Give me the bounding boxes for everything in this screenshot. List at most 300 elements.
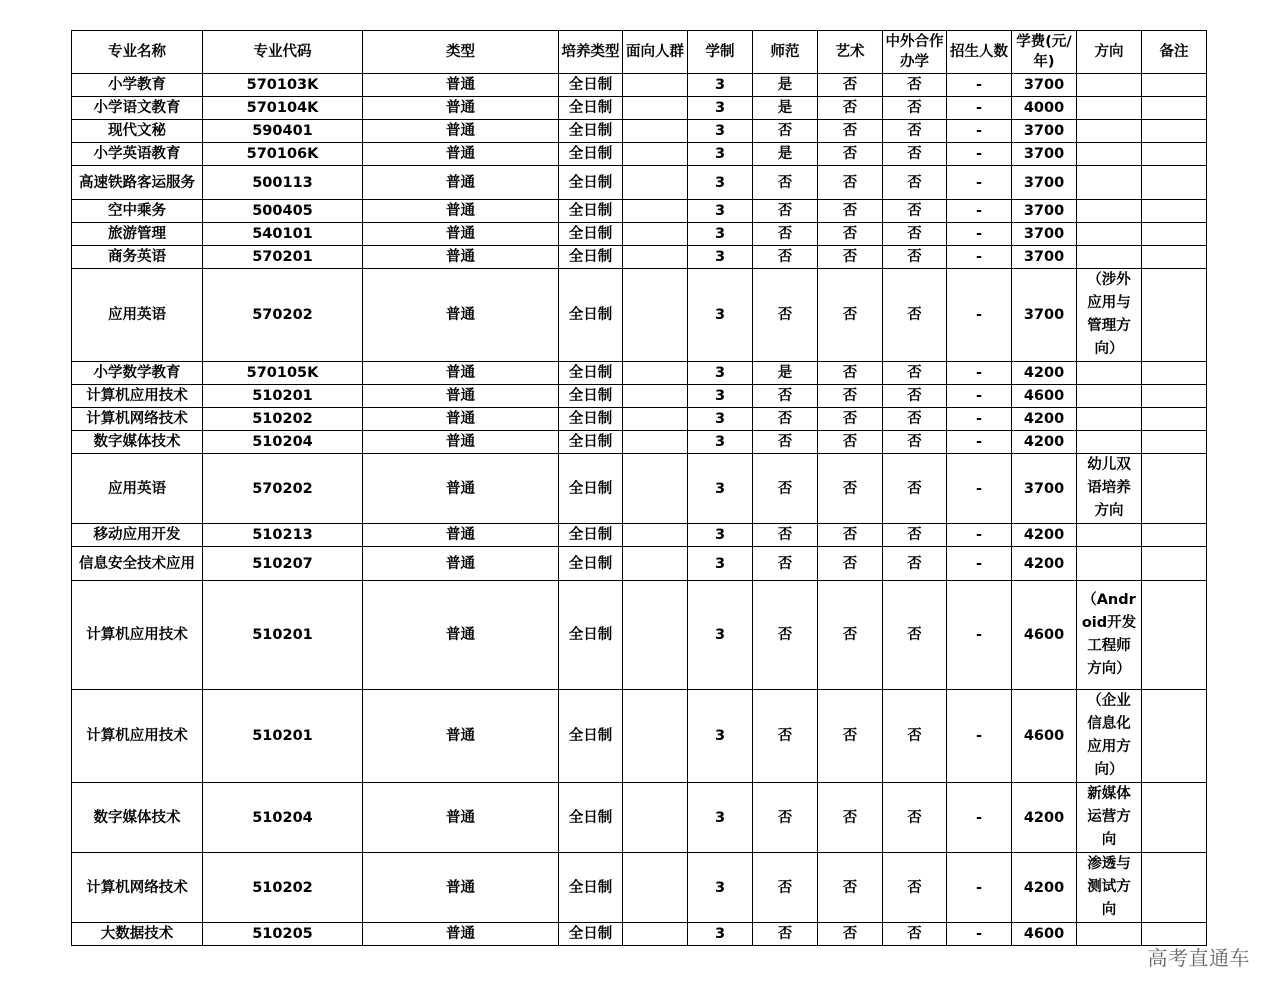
cell-major-name: 小学教育 bbox=[72, 74, 203, 97]
cell-category: 普通 bbox=[363, 120, 559, 143]
header-study-mode: 培养类型 bbox=[559, 31, 623, 74]
cell-target-group bbox=[623, 690, 688, 783]
cell-remarks bbox=[1142, 524, 1207, 547]
cell-enrollment: - bbox=[947, 143, 1012, 166]
table-row bbox=[72, 385, 1207, 408]
cell-sino-foreign: 否 bbox=[883, 783, 947, 853]
cell-tuition: 4600 bbox=[1012, 923, 1077, 946]
cell-duration: 3 bbox=[688, 547, 753, 581]
header-direction: 方向 bbox=[1077, 31, 1142, 74]
cell-duration: 3 bbox=[688, 454, 753, 524]
cell-tuition: 4200 bbox=[1012, 408, 1077, 431]
cell-enrollment: - bbox=[947, 120, 1012, 143]
cell-duration: 3 bbox=[688, 690, 753, 783]
table-row bbox=[72, 269, 1207, 362]
cell-tuition: 4200 bbox=[1012, 783, 1077, 853]
cell-teacher-training: 是 bbox=[753, 143, 818, 166]
cell-category: 普通 bbox=[363, 362, 559, 385]
cell-target-group bbox=[623, 143, 688, 166]
cell-duration: 3 bbox=[688, 431, 753, 454]
cell-category: 普通 bbox=[363, 223, 559, 246]
cell-teacher-training: 否 bbox=[753, 223, 818, 246]
cell-remarks bbox=[1142, 408, 1207, 431]
cell-study-mode: 全日制 bbox=[559, 120, 623, 143]
header-row bbox=[72, 31, 1207, 74]
header-sino-foreign: 中外合作办学 bbox=[883, 31, 947, 74]
cell-study-mode: 全日制 bbox=[559, 547, 623, 581]
cell-target-group bbox=[623, 547, 688, 581]
cell-study-mode: 全日制 bbox=[559, 143, 623, 166]
cell-major-code: 510201 bbox=[203, 581, 363, 690]
cell-enrollment: - bbox=[947, 246, 1012, 269]
cell-remarks bbox=[1142, 783, 1207, 853]
cell-teacher-training: 否 bbox=[753, 923, 818, 946]
cell-study-mode: 全日制 bbox=[559, 408, 623, 431]
cell-direction bbox=[1077, 246, 1142, 269]
cell-duration: 3 bbox=[688, 246, 753, 269]
cell-art: 否 bbox=[818, 97, 883, 120]
cell-study-mode: 全日制 bbox=[559, 200, 623, 223]
cell-direction bbox=[1077, 223, 1142, 246]
cell-major-code: 540101 bbox=[203, 223, 363, 246]
cell-study-mode: 全日制 bbox=[559, 923, 623, 946]
cell-teacher-training: 否 bbox=[753, 454, 818, 524]
cell-remarks bbox=[1142, 166, 1207, 200]
cell-art: 否 bbox=[818, 200, 883, 223]
cell-target-group bbox=[623, 166, 688, 200]
cell-duration: 3 bbox=[688, 120, 753, 143]
cell-direction: 新媒体运营方向 bbox=[1077, 783, 1142, 853]
cell-major-code: 510207 bbox=[203, 547, 363, 581]
cell-sino-foreign: 否 bbox=[883, 246, 947, 269]
cell-major-name: 移动应用开发 bbox=[72, 524, 203, 547]
cell-sino-foreign: 否 bbox=[883, 200, 947, 223]
cell-enrollment: - bbox=[947, 454, 1012, 524]
cell-direction bbox=[1077, 362, 1142, 385]
cell-remarks bbox=[1142, 74, 1207, 97]
cell-teacher-training: 否 bbox=[753, 547, 818, 581]
cell-duration: 3 bbox=[688, 385, 753, 408]
cell-enrollment: - bbox=[947, 524, 1012, 547]
cell-target-group bbox=[623, 120, 688, 143]
cell-art: 否 bbox=[818, 524, 883, 547]
cell-major-code: 570103K bbox=[203, 74, 363, 97]
cell-sino-foreign: 否 bbox=[883, 143, 947, 166]
table-row bbox=[72, 362, 1207, 385]
cell-sino-foreign: 否 bbox=[883, 223, 947, 246]
header-major-code: 专业代码 bbox=[203, 31, 363, 74]
cell-study-mode: 全日制 bbox=[559, 74, 623, 97]
cell-tuition: 3700 bbox=[1012, 246, 1077, 269]
cell-duration: 3 bbox=[688, 362, 753, 385]
cell-remarks bbox=[1142, 431, 1207, 454]
cell-direction bbox=[1077, 923, 1142, 946]
watermark: 高考直通车 bbox=[1147, 946, 1250, 970]
cell-art: 否 bbox=[818, 454, 883, 524]
header-duration: 学制 bbox=[688, 31, 753, 74]
table-body bbox=[72, 74, 1207, 946]
cell-major-name: 信息安全技术应用 bbox=[72, 547, 203, 581]
cell-category: 普通 bbox=[363, 385, 559, 408]
cell-duration: 3 bbox=[688, 269, 753, 362]
cell-art: 否 bbox=[818, 431, 883, 454]
cell-direction: （Android开发工程师方向） bbox=[1077, 581, 1142, 690]
cell-duration: 3 bbox=[688, 524, 753, 547]
cell-enrollment: - bbox=[947, 690, 1012, 783]
cell-target-group bbox=[623, 923, 688, 946]
cell-major-code: 510204 bbox=[203, 783, 363, 853]
cell-remarks bbox=[1142, 853, 1207, 923]
cell-tuition: 3700 bbox=[1012, 143, 1077, 166]
cell-target-group bbox=[623, 524, 688, 547]
cell-tuition: 3700 bbox=[1012, 166, 1077, 200]
cell-enrollment: - bbox=[947, 97, 1012, 120]
cell-enrollment: - bbox=[947, 547, 1012, 581]
cell-art: 否 bbox=[818, 385, 883, 408]
cell-art: 否 bbox=[818, 923, 883, 946]
table-row bbox=[72, 690, 1207, 783]
cell-major-code: 570106K bbox=[203, 143, 363, 166]
cell-category: 普通 bbox=[363, 431, 559, 454]
cell-direction bbox=[1077, 143, 1142, 166]
cell-direction bbox=[1077, 97, 1142, 120]
cell-study-mode: 全日制 bbox=[559, 853, 623, 923]
cell-direction bbox=[1077, 385, 1142, 408]
cell-major-code: 500405 bbox=[203, 200, 363, 223]
cell-study-mode: 全日制 bbox=[559, 431, 623, 454]
cell-major-code: 510204 bbox=[203, 431, 363, 454]
cell-duration: 3 bbox=[688, 223, 753, 246]
cell-art: 否 bbox=[818, 408, 883, 431]
cell-study-mode: 全日制 bbox=[559, 783, 623, 853]
cell-duration: 3 bbox=[688, 200, 753, 223]
cell-direction bbox=[1077, 408, 1142, 431]
table-row bbox=[72, 120, 1207, 143]
cell-target-group bbox=[623, 269, 688, 362]
cell-tuition: 3700 bbox=[1012, 74, 1077, 97]
cell-teacher-training: 否 bbox=[753, 581, 818, 690]
cell-tuition: 4600 bbox=[1012, 385, 1077, 408]
cell-tuition: 3700 bbox=[1012, 120, 1077, 143]
cell-study-mode: 全日制 bbox=[559, 246, 623, 269]
cell-tuition: 4200 bbox=[1012, 524, 1077, 547]
cell-teacher-training: 否 bbox=[753, 269, 818, 362]
cell-study-mode: 全日制 bbox=[559, 454, 623, 524]
cell-tuition: 4200 bbox=[1012, 547, 1077, 581]
cell-teacher-training: 否 bbox=[753, 408, 818, 431]
cell-study-mode: 全日制 bbox=[559, 269, 623, 362]
cell-art: 否 bbox=[818, 581, 883, 690]
table-row bbox=[72, 200, 1207, 223]
header-teacher-training: 师范 bbox=[753, 31, 818, 74]
cell-art: 否 bbox=[818, 853, 883, 923]
cell-major-name: 商务英语 bbox=[72, 246, 203, 269]
cell-teacher-training: 否 bbox=[753, 853, 818, 923]
cell-teacher-training: 否 bbox=[753, 783, 818, 853]
cell-target-group bbox=[623, 74, 688, 97]
cell-category: 普通 bbox=[363, 581, 559, 690]
table-row bbox=[72, 524, 1207, 547]
cell-major-code: 500113 bbox=[203, 166, 363, 200]
cell-enrollment: - bbox=[947, 431, 1012, 454]
cell-duration: 3 bbox=[688, 581, 753, 690]
cell-target-group bbox=[623, 853, 688, 923]
cell-tuition: 4000 bbox=[1012, 97, 1077, 120]
table-row bbox=[72, 431, 1207, 454]
cell-major-code: 510201 bbox=[203, 385, 363, 408]
cell-tuition: 3700 bbox=[1012, 223, 1077, 246]
table-row bbox=[72, 223, 1207, 246]
cell-teacher-training: 否 bbox=[753, 120, 818, 143]
cell-teacher-training: 否 bbox=[753, 431, 818, 454]
cell-category: 普通 bbox=[363, 853, 559, 923]
cell-direction: 渗透与测试方向 bbox=[1077, 853, 1142, 923]
cell-category: 普通 bbox=[363, 783, 559, 853]
cell-target-group bbox=[623, 431, 688, 454]
cell-major-name: 数字媒体技术 bbox=[72, 783, 203, 853]
cell-category: 普通 bbox=[363, 246, 559, 269]
cell-category: 普通 bbox=[363, 524, 559, 547]
cell-major-name: 小学语文教育 bbox=[72, 97, 203, 120]
cell-tuition: 4200 bbox=[1012, 853, 1077, 923]
cell-remarks bbox=[1142, 269, 1207, 362]
cell-art: 否 bbox=[818, 166, 883, 200]
majors-table bbox=[71, 30, 1207, 946]
cell-teacher-training: 是 bbox=[753, 97, 818, 120]
cell-sino-foreign: 否 bbox=[883, 454, 947, 524]
cell-remarks bbox=[1142, 581, 1207, 690]
cell-major-code: 510213 bbox=[203, 524, 363, 547]
cell-sino-foreign: 否 bbox=[883, 385, 947, 408]
header-tuition: 学费(元/年) bbox=[1012, 31, 1077, 74]
cell-major-name: 小学英语教育 bbox=[72, 143, 203, 166]
cell-art: 否 bbox=[818, 547, 883, 581]
cell-art: 否 bbox=[818, 783, 883, 853]
cell-art: 否 bbox=[818, 362, 883, 385]
cell-category: 普通 bbox=[363, 408, 559, 431]
cell-sino-foreign: 否 bbox=[883, 923, 947, 946]
cell-category: 普通 bbox=[363, 143, 559, 166]
cell-duration: 3 bbox=[688, 853, 753, 923]
table-row bbox=[72, 923, 1207, 946]
cell-major-name: 计算机应用技术 bbox=[72, 581, 203, 690]
cell-major-code: 590401 bbox=[203, 120, 363, 143]
cell-major-code: 510205 bbox=[203, 923, 363, 946]
cell-major-name: 计算机应用技术 bbox=[72, 690, 203, 783]
cell-enrollment: - bbox=[947, 74, 1012, 97]
cell-direction bbox=[1077, 120, 1142, 143]
cell-teacher-training: 是 bbox=[753, 362, 818, 385]
cell-sino-foreign: 否 bbox=[883, 581, 947, 690]
cell-category: 普通 bbox=[363, 454, 559, 524]
cell-remarks bbox=[1142, 97, 1207, 120]
cell-major-name: 计算机网络技术 bbox=[72, 408, 203, 431]
cell-target-group bbox=[623, 223, 688, 246]
cell-direction bbox=[1077, 524, 1142, 547]
cell-direction bbox=[1077, 547, 1142, 581]
cell-sino-foreign: 否 bbox=[883, 120, 947, 143]
cell-target-group bbox=[623, 246, 688, 269]
cell-enrollment: - bbox=[947, 166, 1012, 200]
cell-major-name: 高速铁路客运服务 bbox=[72, 166, 203, 200]
header-art: 艺术 bbox=[818, 31, 883, 74]
cell-duration: 3 bbox=[688, 97, 753, 120]
cell-target-group bbox=[623, 454, 688, 524]
table-row bbox=[72, 74, 1207, 97]
cell-major-name: 现代文秘 bbox=[72, 120, 203, 143]
cell-study-mode: 全日制 bbox=[559, 97, 623, 120]
cell-study-mode: 全日制 bbox=[559, 223, 623, 246]
cell-tuition: 4600 bbox=[1012, 581, 1077, 690]
cell-direction: 幼儿双语培养方向 bbox=[1077, 454, 1142, 524]
cell-art: 否 bbox=[818, 143, 883, 166]
cell-sino-foreign: 否 bbox=[883, 362, 947, 385]
cell-enrollment: - bbox=[947, 581, 1012, 690]
cell-direction bbox=[1077, 74, 1142, 97]
cell-major-name: 旅游管理 bbox=[72, 223, 203, 246]
cell-major-code: 570201 bbox=[203, 246, 363, 269]
cell-direction bbox=[1077, 166, 1142, 200]
cell-target-group bbox=[623, 200, 688, 223]
cell-art: 否 bbox=[818, 120, 883, 143]
header-category: 类型 bbox=[363, 31, 559, 74]
cell-duration: 3 bbox=[688, 166, 753, 200]
cell-major-code: 570202 bbox=[203, 269, 363, 362]
cell-major-code: 570104K bbox=[203, 97, 363, 120]
cell-major-code: 570105K bbox=[203, 362, 363, 385]
cell-tuition: 4200 bbox=[1012, 362, 1077, 385]
cell-direction bbox=[1077, 200, 1142, 223]
cell-study-mode: 全日制 bbox=[559, 166, 623, 200]
cell-category: 普通 bbox=[363, 200, 559, 223]
cell-sino-foreign: 否 bbox=[883, 431, 947, 454]
cell-study-mode: 全日制 bbox=[559, 690, 623, 783]
cell-sino-foreign: 否 bbox=[883, 74, 947, 97]
cell-major-name: 计算机网络技术 bbox=[72, 853, 203, 923]
cell-major-name: 计算机应用技术 bbox=[72, 385, 203, 408]
cell-duration: 3 bbox=[688, 783, 753, 853]
table-row bbox=[72, 547, 1207, 581]
cell-sino-foreign: 否 bbox=[883, 690, 947, 783]
cell-direction: （涉外应用与管理方向） bbox=[1077, 269, 1142, 362]
table-row bbox=[72, 853, 1207, 923]
cell-enrollment: - bbox=[947, 200, 1012, 223]
cell-remarks bbox=[1142, 120, 1207, 143]
cell-enrollment: - bbox=[947, 362, 1012, 385]
cell-major-name: 大数据技术 bbox=[72, 923, 203, 946]
cell-sino-foreign: 否 bbox=[883, 166, 947, 200]
header-target-group: 面向人群 bbox=[623, 31, 688, 74]
cell-study-mode: 全日制 bbox=[559, 581, 623, 690]
cell-remarks bbox=[1142, 547, 1207, 581]
cell-enrollment: - bbox=[947, 269, 1012, 362]
header-remarks: 备注 bbox=[1142, 31, 1207, 74]
cell-enrollment: - bbox=[947, 923, 1012, 946]
cell-study-mode: 全日制 bbox=[559, 524, 623, 547]
cell-direction: （企业信息化应用方向） bbox=[1077, 690, 1142, 783]
cell-art: 否 bbox=[818, 223, 883, 246]
cell-major-name: 小学数学教育 bbox=[72, 362, 203, 385]
cell-teacher-training: 否 bbox=[753, 200, 818, 223]
cell-major-name: 空中乘务 bbox=[72, 200, 203, 223]
cell-duration: 3 bbox=[688, 923, 753, 946]
cell-remarks bbox=[1142, 223, 1207, 246]
cell-teacher-training: 否 bbox=[753, 690, 818, 783]
cell-sino-foreign: 否 bbox=[883, 269, 947, 362]
cell-tuition: 3700 bbox=[1012, 200, 1077, 223]
cell-teacher-training: 否 bbox=[753, 246, 818, 269]
cell-major-name: 数字媒体技术 bbox=[72, 431, 203, 454]
cell-major-name: 应用英语 bbox=[72, 269, 203, 362]
cell-sino-foreign: 否 bbox=[883, 547, 947, 581]
cell-tuition: 4200 bbox=[1012, 431, 1077, 454]
cell-art: 否 bbox=[818, 246, 883, 269]
cell-remarks bbox=[1142, 690, 1207, 783]
cell-target-group bbox=[623, 385, 688, 408]
table-row bbox=[72, 143, 1207, 166]
cell-category: 普通 bbox=[363, 690, 559, 783]
cell-enrollment: - bbox=[947, 853, 1012, 923]
header-enrollment: 招生人数 bbox=[947, 31, 1012, 74]
cell-remarks bbox=[1142, 385, 1207, 408]
cell-tuition: 4600 bbox=[1012, 690, 1077, 783]
table-row bbox=[72, 783, 1207, 853]
cell-duration: 3 bbox=[688, 408, 753, 431]
cell-enrollment: - bbox=[947, 385, 1012, 408]
cell-category: 普通 bbox=[363, 269, 559, 362]
cell-teacher-training: 否 bbox=[753, 385, 818, 408]
cell-tuition: 3700 bbox=[1012, 269, 1077, 362]
cell-sino-foreign: 否 bbox=[883, 408, 947, 431]
cell-tuition: 3700 bbox=[1012, 454, 1077, 524]
cell-remarks bbox=[1142, 246, 1207, 269]
cell-category: 普通 bbox=[363, 547, 559, 581]
cell-major-code: 570202 bbox=[203, 454, 363, 524]
cell-study-mode: 全日制 bbox=[559, 362, 623, 385]
cell-remarks bbox=[1142, 454, 1207, 524]
cell-target-group bbox=[623, 408, 688, 431]
cell-sino-foreign: 否 bbox=[883, 97, 947, 120]
cell-enrollment: - bbox=[947, 408, 1012, 431]
cell-remarks bbox=[1142, 200, 1207, 223]
cell-category: 普通 bbox=[363, 97, 559, 120]
table-row bbox=[72, 408, 1207, 431]
cell-teacher-training: 是 bbox=[753, 74, 818, 97]
cell-category: 普通 bbox=[363, 166, 559, 200]
cell-remarks bbox=[1142, 362, 1207, 385]
cell-duration: 3 bbox=[688, 74, 753, 97]
cell-target-group bbox=[623, 362, 688, 385]
cell-sino-foreign: 否 bbox=[883, 853, 947, 923]
cell-sino-foreign: 否 bbox=[883, 524, 947, 547]
table-row bbox=[72, 246, 1207, 269]
cell-target-group bbox=[623, 581, 688, 690]
cell-category: 普通 bbox=[363, 923, 559, 946]
header-major-name: 专业名称 bbox=[72, 31, 203, 74]
table-row bbox=[72, 454, 1207, 524]
table-row bbox=[72, 97, 1207, 120]
cell-major-name: 应用英语 bbox=[72, 454, 203, 524]
cell-major-code: 510202 bbox=[203, 408, 363, 431]
cell-duration: 3 bbox=[688, 143, 753, 166]
table-row bbox=[72, 166, 1207, 200]
cell-major-code: 510201 bbox=[203, 690, 363, 783]
cell-art: 否 bbox=[818, 74, 883, 97]
cell-study-mode: 全日制 bbox=[559, 385, 623, 408]
table-row bbox=[72, 581, 1207, 690]
cell-teacher-training: 否 bbox=[753, 166, 818, 200]
cell-target-group bbox=[623, 783, 688, 853]
